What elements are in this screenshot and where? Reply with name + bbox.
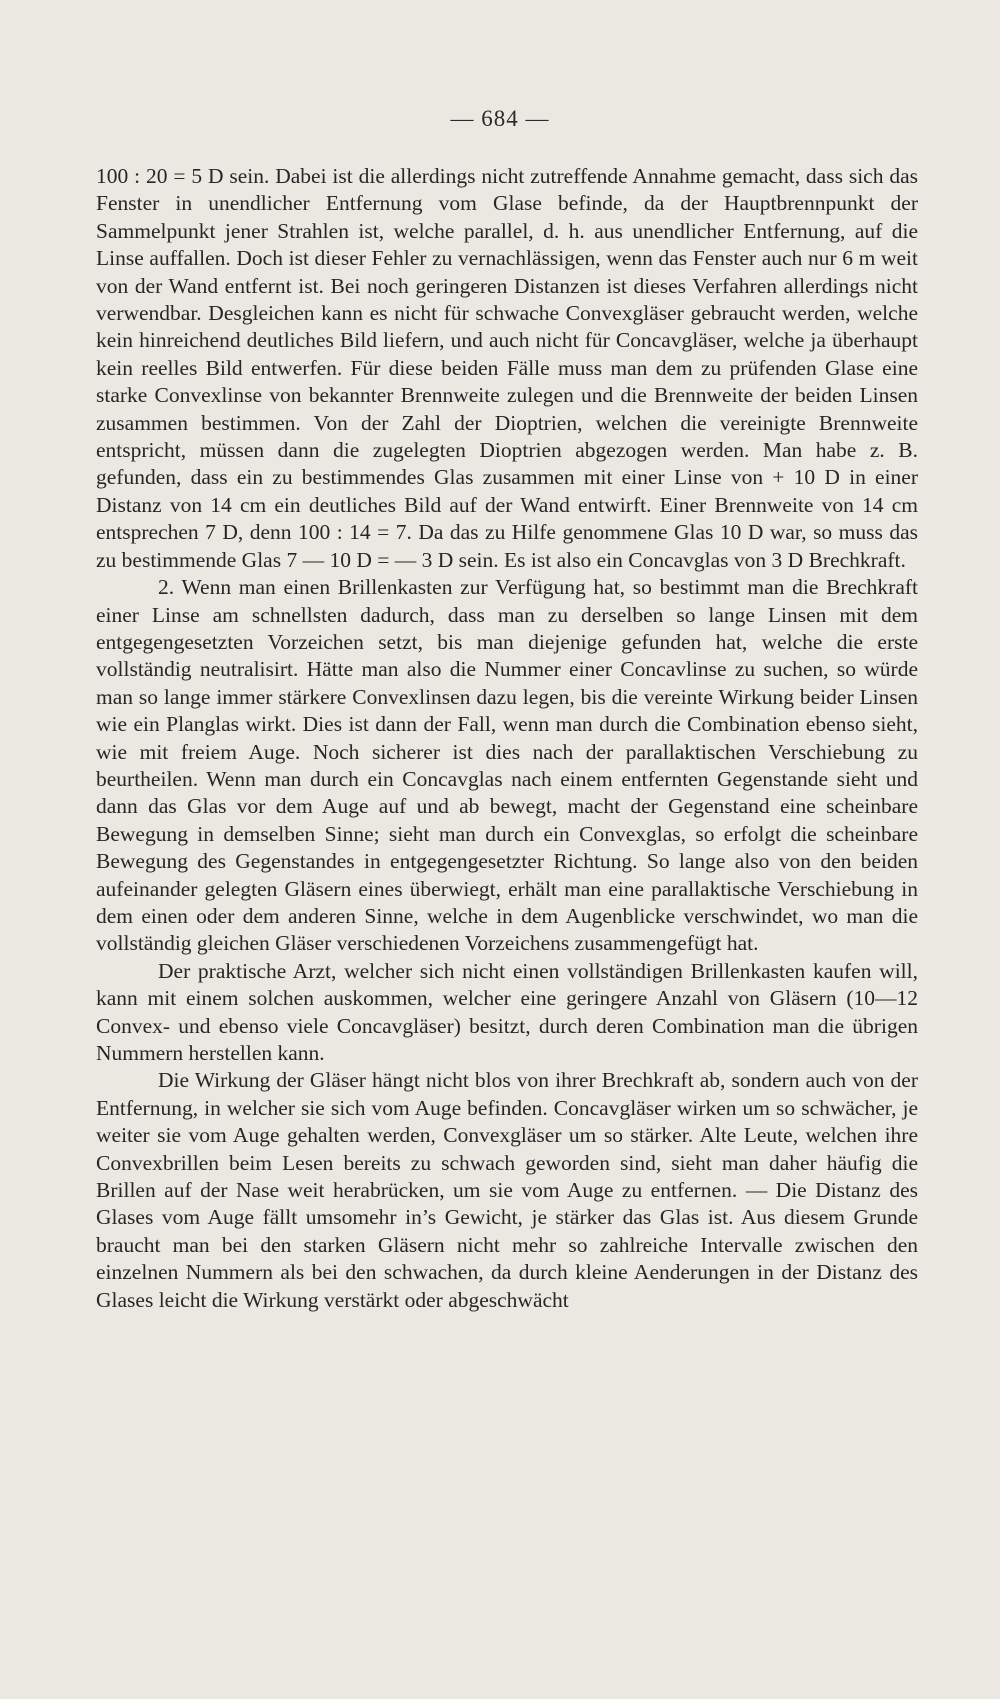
paragraph-4: Die Wirkung der Gläser hängt nicht blos von ihrer Brechkraft ab, sondern auch von der Entfernung, in welcher sie sich vom Auge befinden. Concavgläser wirken um so schwächer, je weiter sie vom Auge gehalten werden, Convexgläser um so stärker. Alte Leute, welchen ihre Convexbrillen beim Lesen bereits zu schwach geworden sind, sieht man daher häufig die Brillen auf der Nase weit herabrücken, um sie vom Auge zu entfernen. — Die Distanz des Glases vom Auge fällt umsomehr in’s Gewicht, je stärker das Glas ist. Aus diesem Grunde braucht man bei den starken Gläsern nicht mehr so zahlreiche Intervalle zwischen den einzelnen Nummern als bei den schwachen, da durch kleine Aenderungen in der Distanz des Glases leicht die Wirkung verstärkt oder abgeschwächt [96,1068,918,1312]
page-number: — 684 — [450,106,550,131]
paragraph-1: 100 : 20 = 5 D sein. Dabei ist die allerdings nicht zutreffende Annahme gemacht, dass sich das Fenster in unendlicher Entfernung vom Glase befinde, da der Hauptbrennpunkt der Sammelpunkt jener Strahlen ist, welche parallel, d. h. aus unendlicher Entfernung, auf die Linse auffallen. Doch ist dieser Fehler zu vernachlässigen, wenn das Fenster auch nur 6 m weit von der Wand entfernt ist. Bei noch geringeren Distanzen ist dieses Verfahren allerdings nicht verwendbar. Desgleichen kann es nicht für schwache Convexgläser gebraucht werden, welche kein hinreichend deutliches Bild liefern, und auch nicht für Concavgläser, welche ja überhaupt kein reelles Bild entwerfen. Für diese beiden Fälle muss man dem zu prüfenden Glase eine starke Convexlinse von bekannter Brennweite zulegen und die Brennweite der beiden Linsen zusammen bestimmen. Von der Zahl der Dioptrien, welchen die vereinigte Brennweite entspricht, müssen dann die zugelegten Dioptrien abgezogen werden. Man habe z. B. gefunden, dass ein zu bestimmendes Glas zusammen mit einer Linse von + 10 D in einer Distanz von 14 cm ein deutliches Bild auf der Wand entwirft. Einer Brennweite von 14 cm entsprechen 7 D, denn 100 : 14 = 7. Da das zu Hilfe genommene Glas 10 D war, so muss das zu bestimmende Glas 7 — 10 D = — 3 D sein. Es ist also ein Concavglas von 3 D Brechkraft. [96,164,918,572]
paragraph-2: 2. Wenn man einen Brillenkasten zur Verfügung hat, so bestimmt man die Brechkraft einer Linse am schnellsten dadurch, dass man zu derselben so lange Linsen mit dem entgegengesetzten Vorzeichen setzt, bis man diejenige gefunden hat, welche die erste vollständig neutralisirt. Hätte man also die Nummer einer Concavlinse zu suchen, so würde man so lange immer stärkere Convexlinsen dazu legen, bis die vereinte Wirkung beider Linsen wie ein Planglas wirkt. Dies ist dann der Fall, wenn man durch die Combination ebenso sieht, wie mit freiem Auge. Noch sicherer ist dies nach der parallaktischen Verschiebung zu beurtheilen. Wenn man durch ein Concavglas nach einem entfernten Gegenstande sieht und dann das Glas vor dem Auge auf und ab bewegt, macht der Gegenstand eine scheinbare Bewegung in demselben Sinne; sieht man durch ein Convexglas, so erfolgt die scheinbare Bewegung des Gegenstandes in entgegengesetzter Richtung. So lange also von den beiden aufeinander gelegten Gläsern eines überwiegt, erhält man eine parallaktische Verschiebung in dem einen oder dem anderen Sinne, welche in dem Augenblicke verschwindet, wo man die vollständig gleichen Gläser verschiedenen Vorzeichens zusammengefügt hat. [96,575,918,956]
paragraph-3: Der praktische Arzt, welcher sich nicht einen vollständigen Brillenkasten kaufen will, kann mit einem solchen auskommen, welcher eine geringere Anzahl von Gläsern (10—12 Convex- und ebenso viele Concavgläser) besitzt, durch deren Combination man die übrigen Nummern herstellen kann. [96,958,918,1065]
body-text [96,163,918,1314]
